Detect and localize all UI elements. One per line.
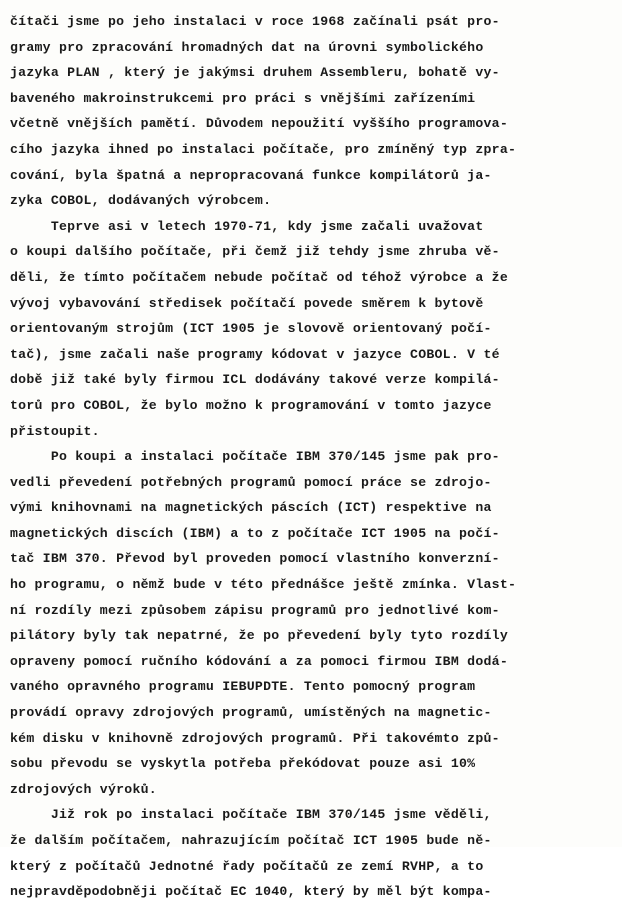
- text-line: vedli převedení potřebných programů pomocí práce se zdrojo-: [10, 474, 492, 490]
- text-line: přistoupit.: [10, 423, 100, 439]
- text-line: nejpravděpodobněji počítač EC 1040, který by měl být kompa-: [10, 884, 492, 900]
- text-line: ní rozdíly mezi způsobem zápisu programů pro jednotlivé kom-: [10, 602, 500, 618]
- text-line: pilátory byly tak nepatrné, že po převedení byly tyto rozdíly: [10, 628, 508, 644]
- text-line: době již také byly firmou ICL dodávány takové verze kompilá-: [10, 372, 500, 388]
- text-line: jazyka PLAN , který je jakýmsi druhem Assembleru, bohatě vy-: [10, 65, 500, 81]
- text-line: že dalším počítačem, nahrazujícím počítač ICT 1905 bude ně-: [10, 833, 492, 848]
- text-line: o koupi dalšího počítače, při čemž již tehdy jsme zhruba vě-: [10, 244, 500, 260]
- text-line: provádí opravy zdrojových programů, umístěných na magnetic-: [10, 705, 492, 721]
- text-line: orientovaným strojům (ICT 1905 je slovově orientovaný počí-: [10, 321, 492, 337]
- text-line: magnetických discích (IBM) a to z počítače ICT 1905 na počí-: [10, 525, 500, 541]
- text-line: zyka COBOL, dodávaných výrobcem.: [10, 193, 272, 209]
- text-line: opraveny pomocí ručního kódování a za pomoci firmou IBM dodá-: [10, 653, 508, 669]
- text-line: vaného opravného programu IEBUPDTE. Tento pomocný program: [10, 679, 476, 695]
- text-line: sobu převodu se vyskytla potřeba překódovat pouze asi 10%: [10, 756, 476, 772]
- text-line: Již rok po instalaci počítače IBM 370/145 jsme věděli,: [10, 807, 492, 823]
- text-line: torů pro COBOL, že bylo možno k programování v tomto jazyce: [10, 397, 492, 413]
- text-line: Po koupi a instalaci počítače IBM 370/145 jsme pak pro-: [10, 449, 500, 465]
- text-line: tač), jsme začali naše programy kódovat v jazyce COBOL. V té: [10, 346, 500, 362]
- text-line: včetně vnějších pamětí. Důvodem nepoužití vyššího programova-: [10, 116, 508, 132]
- text-line: cování, byla špatná a nepropracovaná funkce kompilátorů ja-: [10, 167, 492, 183]
- text-line: cího jazyka ihned po instalaci počítače, pro zmíněný typ zpra-: [10, 141, 517, 157]
- text-line: gramy pro zpracování hromadných dat na úrovni symbolického: [10, 39, 484, 55]
- text-line: kém disku v knihovně zdrojových programů. Při takovémto způ-: [10, 730, 500, 746]
- text-line: čítači jsme po jeho instalaci v roce 1968 začínali psát pro-: [10, 14, 500, 29]
- text-line: tač IBM 370. Převod byl proveden pomocí vlastního konverzní-: [10, 551, 500, 567]
- text-line: který z počítačů Jednotné řady počítačů ze zemí RVHP, a to: [10, 858, 484, 874]
- text-line: děli, že tímto počítačem nebude počítač od téhož výrobce a že: [10, 269, 508, 285]
- text-line: ho programu, o němž bude v této přednášce ještě zmínka. Vlast-: [10, 577, 517, 593]
- document-body: [10, 9, 616, 905]
- text-line: zdrojových výroků.: [10, 781, 157, 797]
- text-line: baveného makroinstrukcemi pro práci s vnějšími zařízeními: [10, 90, 476, 106]
- text-line: vými knihovnami na magnetických páscích (ICT) respektive na: [10, 500, 492, 516]
- text-line: vývoj vybavování středisek počítačí povede směrem k bytově: [10, 295, 484, 311]
- text-line: Teprve asi v letech 1970-71, kdy jsme začali uvažovat: [10, 218, 484, 234]
